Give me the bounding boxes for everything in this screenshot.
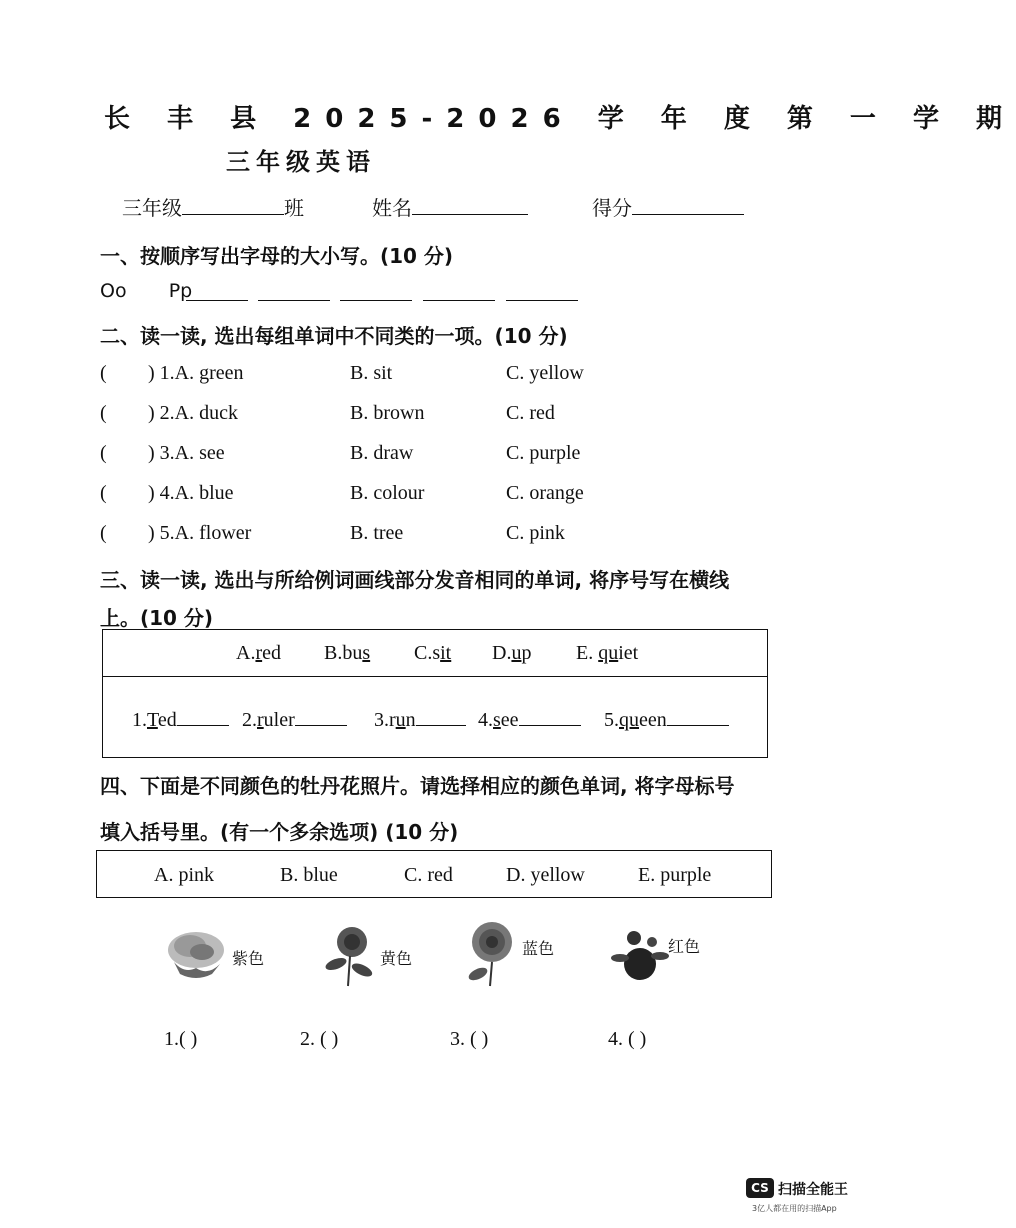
peony-photo-yellow — [320, 922, 380, 988]
answer-blank[interactable] — [519, 707, 581, 726]
camscanner-name: 扫描全能王 — [778, 1182, 848, 1198]
answer-paren[interactable]: ( — [100, 522, 107, 544]
flower-answer[interactable]: 4. ( ) — [608, 1028, 647, 1050]
answer-paren[interactable]: ( — [100, 402, 107, 424]
option-a: ) 1.A. green — [148, 362, 244, 384]
letter-row — [100, 280, 192, 302]
flower-color-label: 蓝色 — [522, 939, 555, 958]
exam-subtitle: 三年级英语 — [226, 148, 376, 176]
option-c: C. yellow — [506, 362, 584, 384]
option-a: ) 3.A. see — [148, 442, 225, 464]
table-divider — [102, 676, 768, 677]
letter-given-2: Pp — [168, 280, 193, 302]
example-word: B.bus — [324, 642, 371, 664]
answer-paren[interactable]: ( — [100, 442, 107, 464]
example-word: E. quiet — [576, 642, 639, 664]
flower-color-label: 黄色 — [380, 949, 413, 968]
peony-photo-blue — [464, 918, 522, 988]
answer-blank[interactable] — [416, 707, 466, 726]
answer-blank[interactable] — [295, 707, 347, 726]
section2-heading: 二、读一读, 选出每组单词中不同类的一项。(10 分) — [100, 324, 568, 348]
color-option: D. yellow — [506, 864, 585, 886]
letter-blank[interactable] — [423, 300, 495, 301]
color-option: A. pink — [154, 864, 214, 886]
section1-heading: 一、按顺序写出字母的大小写。(10 分) — [100, 244, 454, 268]
letter-blank[interactable] — [186, 300, 248, 301]
option-b: B. draw — [350, 442, 414, 464]
section3-heading: 三、读一读, 选出与所给例词画线部分发音相同的单词, 将序号写在横线 — [100, 568, 730, 592]
class-label: 班 — [284, 196, 304, 220]
score-field — [592, 192, 744, 221]
letter-blank[interactable] — [506, 300, 578, 301]
option-c: C. purple — [506, 442, 581, 464]
option-b: B. colour — [350, 482, 425, 504]
letter-blank[interactable] — [258, 300, 330, 301]
option-a: ) 5.A. flower — [148, 522, 252, 544]
phonics-item: 5.queen — [604, 707, 729, 732]
example-word: A.red — [236, 642, 282, 664]
phonics-item: 3.run — [374, 707, 466, 732]
flower-answer[interactable]: 2. ( ) — [300, 1028, 339, 1050]
camscanner-logo-icon: CS — [746, 1178, 774, 1198]
color-option: B. blue — [280, 864, 338, 886]
letter-given-1: Oo — [100, 280, 127, 302]
color-option: E. purple — [638, 864, 712, 886]
score-label: 得分 — [592, 196, 632, 220]
camscanner-tagline: 3亿人都在用的扫描App — [752, 1204, 837, 1213]
phonics-item: 4.see — [478, 707, 581, 732]
color-option: C. red — [404, 864, 453, 886]
section4-heading-cont: 填入括号里。(有一个多余选项) (10 分) — [100, 820, 459, 844]
example-word: D.up — [492, 642, 532, 664]
peony-photo-red — [610, 924, 670, 984]
student-info-row — [122, 192, 304, 221]
option-c: C. orange — [506, 482, 584, 504]
answer-paren[interactable]: ( — [100, 362, 107, 384]
letter-blank[interactable] — [340, 300, 412, 301]
flower-color-label: 紫色 — [232, 949, 265, 968]
section3-heading-cont: 上。(10 分) — [100, 606, 214, 630]
option-a: ) 2.A. duck — [148, 402, 238, 424]
phonics-item: 2.ruler — [242, 707, 347, 732]
option-b: B. brown — [350, 402, 425, 424]
grade-label: 三年级 — [122, 196, 182, 220]
option-b: B. sit — [350, 362, 393, 384]
flower-answer[interactable]: 1.( ) — [164, 1028, 198, 1050]
option-c: C. pink — [506, 522, 565, 544]
answer-blank[interactable] — [667, 707, 729, 726]
answer-blank[interactable] — [177, 707, 229, 726]
name-field — [372, 192, 528, 221]
grade-blank[interactable] — [182, 196, 284, 215]
exam-title: 长 丰 县 2025-2026 学 年 度 第 一 学 期 — [104, 104, 1016, 134]
name-label: 姓名 — [372, 196, 412, 220]
example-word: C.sit — [414, 642, 452, 664]
option-c: C. red — [506, 402, 555, 424]
option-b: B. tree — [350, 522, 404, 544]
section4-heading: 四、下面是不同颜色的牡丹花照片。请选择相应的颜色单词, 将字母标号 — [100, 774, 735, 798]
name-blank[interactable] — [412, 196, 528, 215]
score-blank[interactable] — [632, 196, 744, 215]
flower-answer[interactable]: 3. ( ) — [450, 1028, 489, 1050]
peony-photo-purple — [160, 924, 230, 984]
answer-paren[interactable]: ( — [100, 482, 107, 504]
flower-color-label: 红色 — [668, 937, 701, 956]
option-a: ) 4.A. blue — [148, 482, 234, 504]
phonics-item: 1.Ted — [132, 707, 229, 732]
